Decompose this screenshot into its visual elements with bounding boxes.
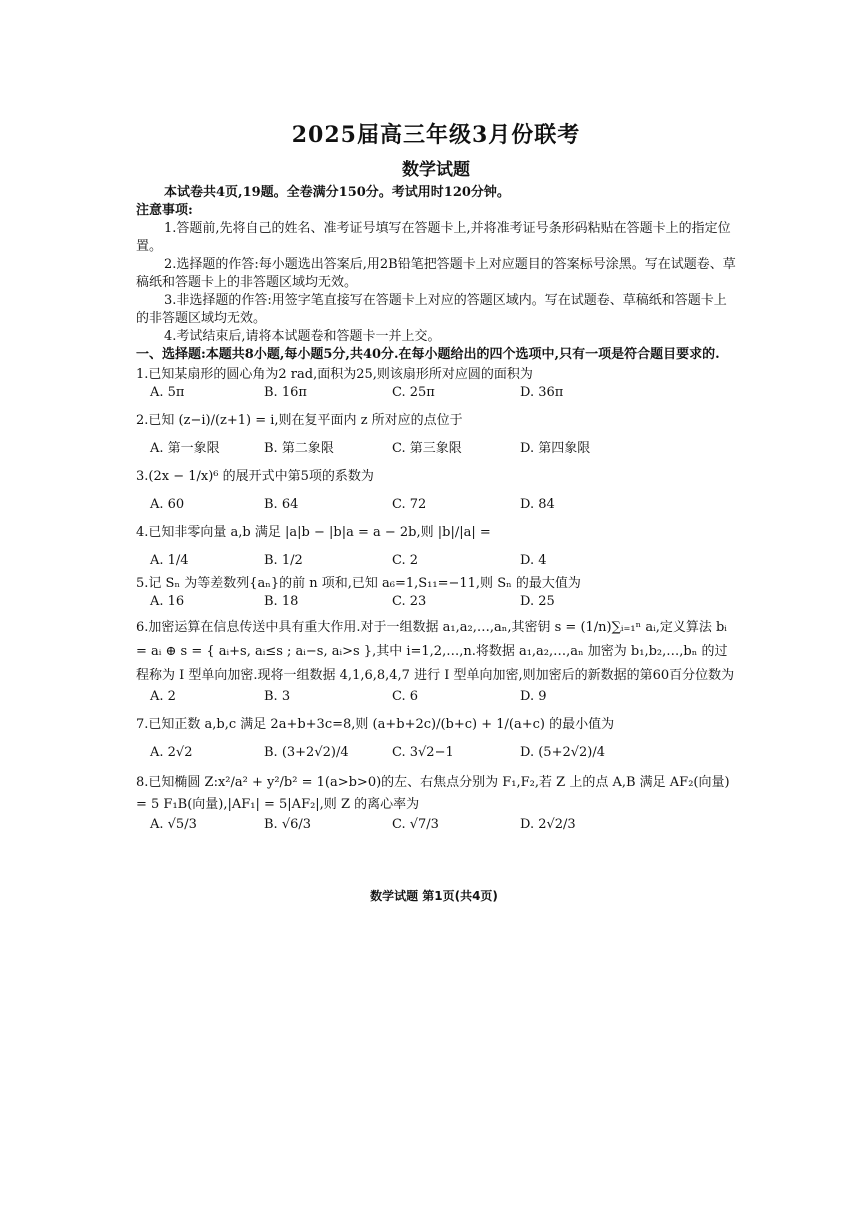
exam-intro: 本试卷共4页,19题。全卷满分150分。考试用时120分钟。 — [164, 185, 510, 200]
question-5 — [136, 575, 736, 611]
question-2 — [136, 412, 736, 458]
option-b: B. 64 — [264, 497, 299, 512]
option-c: C. 6 — [392, 689, 419, 704]
option-d: D. 25 — [520, 594, 555, 609]
option-c: C. √7/3 — [392, 817, 439, 832]
option-c: C. 25π — [392, 385, 435, 400]
option-c: C. 72 — [392, 497, 427, 512]
option-d: D. 第四象限 — [520, 441, 591, 456]
options-row — [136, 552, 736, 570]
options-row — [136, 440, 736, 458]
question-8 — [136, 772, 736, 834]
option-a: A. 2√2 — [150, 745, 193, 760]
option-d: D. 9 — [520, 689, 547, 704]
note-item: 1.答题前,先将自己的姓名、准考证号填写在答题卡上,并将准考证号条形码粘贴在答题卡上的指定位置。 — [136, 221, 731, 254]
question-stem: 6.加密运算在信息传送中具有重大作用.对于一组数据 a₁,a₂,…,aₙ,其密钥 s = (1/n)∑ᵢ₌₁ⁿ aᵢ,定义算法 bᵢ = aᵢ ⊕ s = { aᵢ+s, aᵢ≤s ; aᵢ−s, aᵢ>s },其中 i=1,2,…,n.将数据 a₁,a₂,…,aₙ 加密为 b₁,b₂,…,bₙ 的过程称为 I 型单向加密.现将一组数据 4,1,6,8,4,7 进行 I 型单向加密,则加密后的新数据的第60百分位数为 — [136, 620, 735, 683]
question-stem: 4.已知非零向量 a,b 满足 |a|b − |b|a = a − 2b,则 |b|/|a| = — [136, 525, 491, 540]
option-b: B. 16π — [264, 385, 307, 400]
options-row — [136, 593, 736, 611]
exam-title: 2025届高三年级3月份联考 — [291, 122, 581, 148]
section-heading: 一、选择题:本题共8小题,每小题5分,共40分.在每小题给出的四个选项中,只有一项是符合题目要求的. — [136, 347, 720, 362]
option-d: D. 84 — [520, 497, 555, 512]
options-row — [136, 816, 736, 834]
option-a: A. √5/3 — [150, 817, 197, 832]
question-3 — [136, 468, 736, 514]
notes-heading: 注意事项: — [136, 203, 193, 218]
question-4 — [136, 524, 736, 570]
option-a: A. 第一象限 — [150, 441, 220, 456]
option-d: D. 4 — [520, 553, 547, 568]
note-item: 2.选择题的作答:每小题选出答案后,用2B铅笔把答题卡上对应题目的答案标号涂黑。写在试题卷、草稿纸和答题卡上的非答题区域均无效。 — [136, 257, 736, 290]
question-stem: 2.已知 (z−i)/(z+1) = i,则在复平面内 z 所对应的点位于 — [136, 413, 463, 428]
option-b: B. 1/2 — [264, 553, 303, 568]
option-b: B. (3+2√2)/4 — [264, 745, 349, 760]
question-stem: 3.(2x − 1/x)⁶ 的展开式中第5项的系数为 — [136, 469, 374, 484]
question-1 — [136, 366, 736, 402]
options-row — [136, 496, 736, 514]
question-stem: 5.记 Sₙ 为等差数列{aₙ}的前 n 项和,已知 a₆=1,S₁₁=−11,则 Sₙ 的最大值为 — [136, 576, 581, 591]
question-stem: 8.已知椭圆 Z:x²/a² + y²/b² = 1(a>b>0)的左、右焦点分别为 F₁,F₂,若 Z 上的点 A,B 满足 AF₂(向量) = 5 F₁B(向量),|AF₁| = 5|AF₂|,则 Z 的离心率为 — [136, 775, 730, 812]
options-row — [136, 744, 736, 762]
option-b: B. 第二象限 — [264, 441, 334, 456]
exam-page — [136, 118, 736, 839]
option-a: A. 1/4 — [150, 553, 189, 568]
note-item: 3.非选择题的作答:用签字笔直接写在答题卡上对应的答题区域内。写在试题卷、草稿纸和答题卡上的非答题区域均无效。 — [136, 293, 727, 326]
option-d: D. 2√2/3 — [520, 817, 576, 832]
option-a: A. 16 — [150, 594, 185, 609]
option-b: B. 18 — [264, 594, 299, 609]
option-d: D. 36π — [520, 385, 564, 400]
option-b: B. √6/3 — [264, 817, 312, 832]
question-stem: 1.已知某扇形的圆心角为2 rad,面积为25,则该扇形所对应圆的面积为 — [136, 367, 533, 382]
option-c: C. 3√2−1 — [392, 745, 454, 760]
option-c: C. 2 — [392, 553, 419, 568]
option-a: A. 60 — [150, 497, 185, 512]
options-row — [136, 688, 736, 706]
option-a: A. 2 — [150, 689, 176, 704]
note-item: 4.考试结束后,请将本试题卷和答题卡一并上交。 — [164, 329, 441, 344]
question-6 — [136, 616, 736, 706]
option-b: B. 3 — [264, 689, 291, 704]
option-a: A. 5π — [150, 385, 185, 400]
options-row — [136, 384, 736, 402]
exam-subtitle: 数学试题 — [402, 160, 470, 180]
option-d: D. (5+2√2)/4 — [520, 745, 606, 760]
option-c: C. 23 — [392, 594, 427, 609]
question-7 — [136, 716, 736, 762]
option-c: C. 第三象限 — [392, 441, 462, 456]
question-stem: 7.已知正数 a,b,c 满足 2a+b+3c=8,则 (a+b+2c)/(b+c) + 1/(a+c) 的最小值为 — [136, 717, 615, 732]
page-footer: 数学试题 第1页(共4页) — [370, 889, 498, 903]
